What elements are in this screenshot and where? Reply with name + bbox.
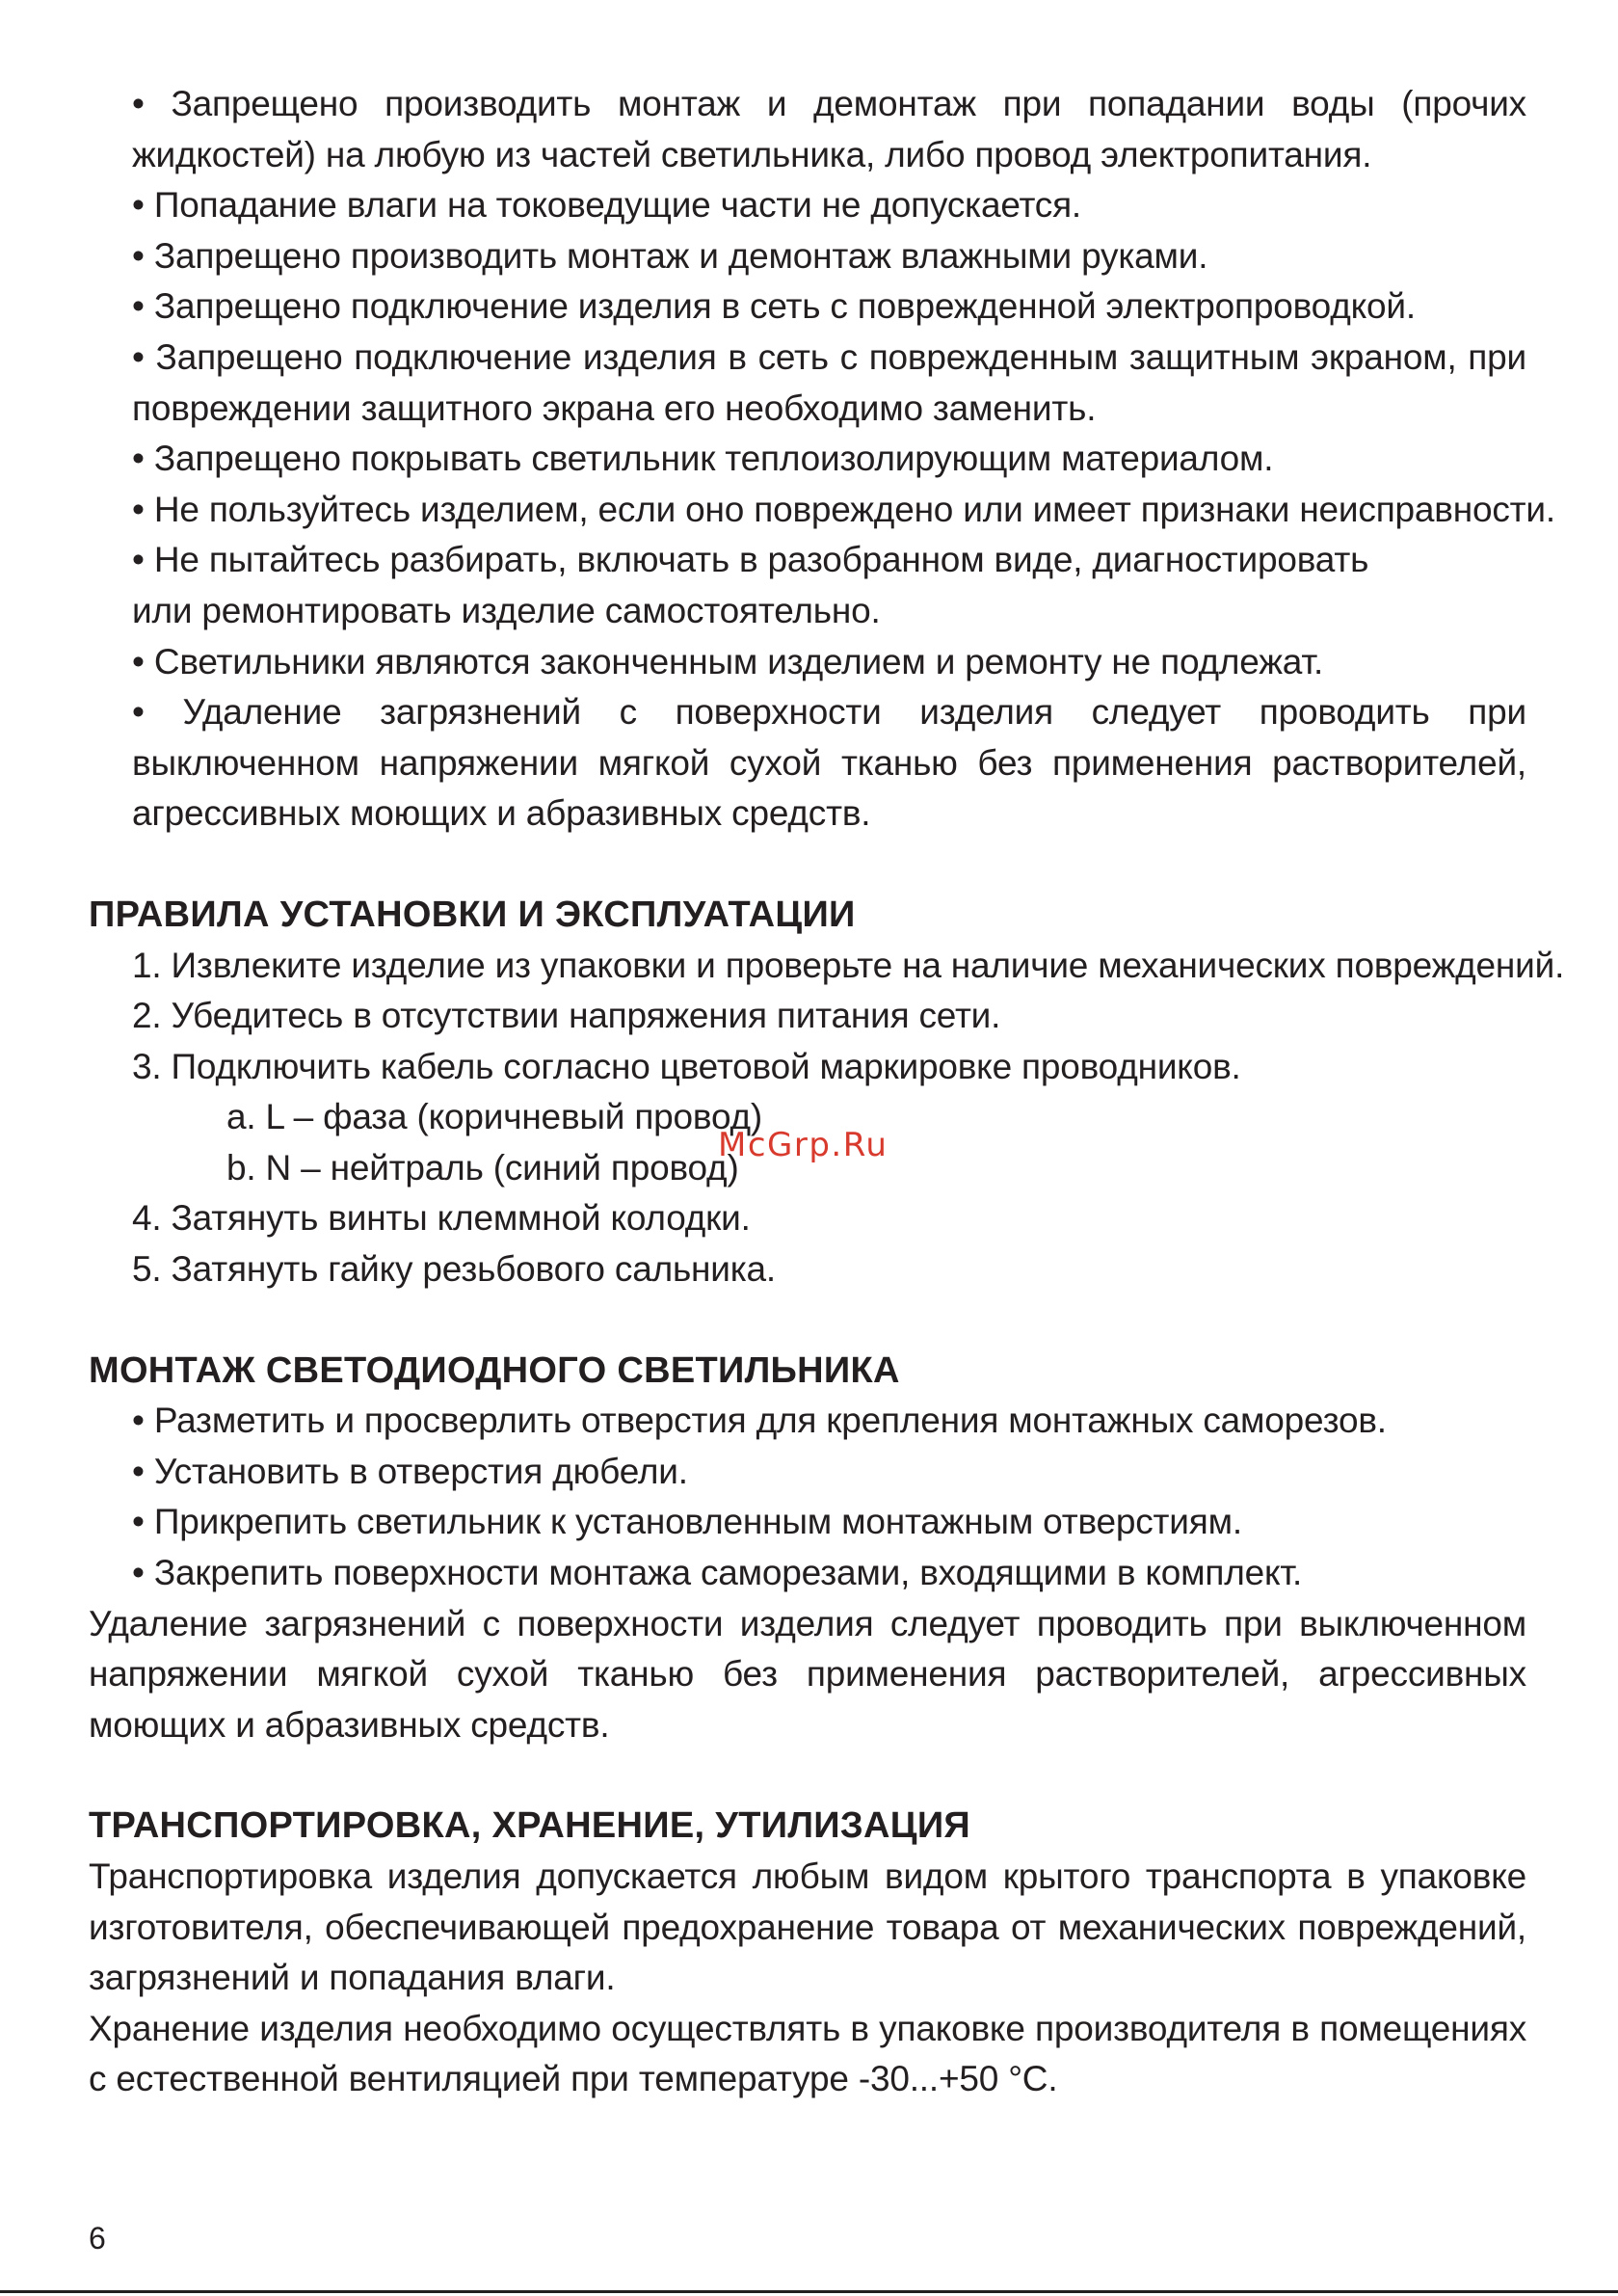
safety-rule-continuation: или ремонтировать изделие самостоятельно. — [132, 590, 881, 630]
installation-step: 4. Затянуть винты клеммной колодки. — [132, 1198, 751, 1239]
safety-rule: • Запрещено производить монтаж и демонтаж влажными руками. — [89, 231, 1526, 282]
safety-rule: • Не пользуйтесь изделием, если оно повреждено или имеет признаки неисправности. — [89, 485, 1526, 536]
safety-rule: • Попадание влаги на токоведущие части не допускается. — [89, 180, 1526, 231]
mounting-cleaning-note: Удаление загрязнений с поверхности изделия следует проводить при выключенном напряжении мягкой сухой тканью без применения растворителей, агрессивных моющих и абразивных средств. — [89, 1603, 1526, 1745]
safety-rule: • Удаление загрязнений с поверхности изделия следует проводить при выключенном напряжении мягкой сухой тканью без применения растворителей, агрессивных моющих и абразивных средств. — [89, 687, 1526, 840]
safety-rule: • Не пытайтесь разбирать, включать в разобранном виде, диагностировать — [89, 535, 1526, 586]
safety-rule: • Светильники являются законченным изделием и ремонту не подлежат. — [89, 637, 1526, 688]
safety-rule: • Запрещено производить монтаж и демонтаж при попадании воды (прочих жидкостей) на любую из частей светильника, либо провод электропитания. — [89, 79, 1526, 180]
installation-step: 3. Подключить кабель согласно цветовой маркировке проводников. — [132, 1046, 1241, 1086]
installation-substep: b. N – нейтраль (синий провод) — [226, 1147, 739, 1188]
installation-steps — [89, 941, 1565, 1295]
safety-rule: • Запрещено покрывать светильник теплоизолирующим материалом. — [89, 434, 1526, 485]
page-number: 6 — [89, 2221, 106, 2256]
watermark: McGrp.Ru — [718, 1126, 889, 1164]
installation-step: 1. Извлеките изделие из упаковки и проверьте на наличие механических повреждений. — [132, 945, 1565, 985]
document-page — [89, 79, 1565, 2105]
mounting-step: • Разметить и просверлить отверстия для крепления монтажных саморезов. — [89, 1396, 1526, 1447]
mounting-list — [89, 1396, 1526, 1598]
installation-heading: ПРАВИЛА УСТАНОВКИ И ЭКСПЛУАТАЦИИ — [89, 894, 856, 935]
mounting-heading: МОНТАЖ СВЕТОДИОДНОГО СВЕТИЛЬНИКА — [89, 1349, 900, 1391]
storage-paragraph: Хранение изделия необходимо осуществлять в упаковке производителя в помещениях с естественной вентиляцией при температуре -30...+50 °С. — [89, 2008, 1526, 2099]
bottom-rule — [0, 2290, 1618, 2293]
mounting-step: • Прикрепить светильник к установленным монтажным отверстиям. — [89, 1497, 1526, 1548]
transport-heading: ТРАНСПОРТИРОВКА, ХРАНЕНИЕ, УТИЛИЗАЦИЯ — [89, 1805, 971, 1847]
safety-rule: • Запрещено подключение изделия в сеть с поврежденным защитным экраном, при повреждении защитного экрана его необходимо заменить. — [89, 333, 1526, 434]
safety-rules-list — [89, 79, 1555, 840]
installation-step: 2. Убедитесь в отсутствии напряжения питания сети. — [132, 996, 1001, 1036]
transport-paragraph: Транспортировка изделия допускается любым видом крытого транспорта в упаковке изготовителя, обеспечивающей предохранение товара от механических повреждений, загрязнений и попадания влаги. — [89, 1856, 1526, 1998]
mounting-step: • Установить в отверстия дюбели. — [89, 1447, 1526, 1498]
installation-step: 5. Затянуть гайку резьбового сальника. — [132, 1249, 776, 1290]
installation-substep: a. L – фаза (коричневый провод) — [226, 1097, 763, 1137]
mounting-step: • Закрепить поверхности монтажа саморезами, входящими в комплект. — [89, 1548, 1526, 1599]
safety-rule: • Запрещено подключение изделия в сеть с поврежденной электропроводкой. — [89, 281, 1526, 333]
